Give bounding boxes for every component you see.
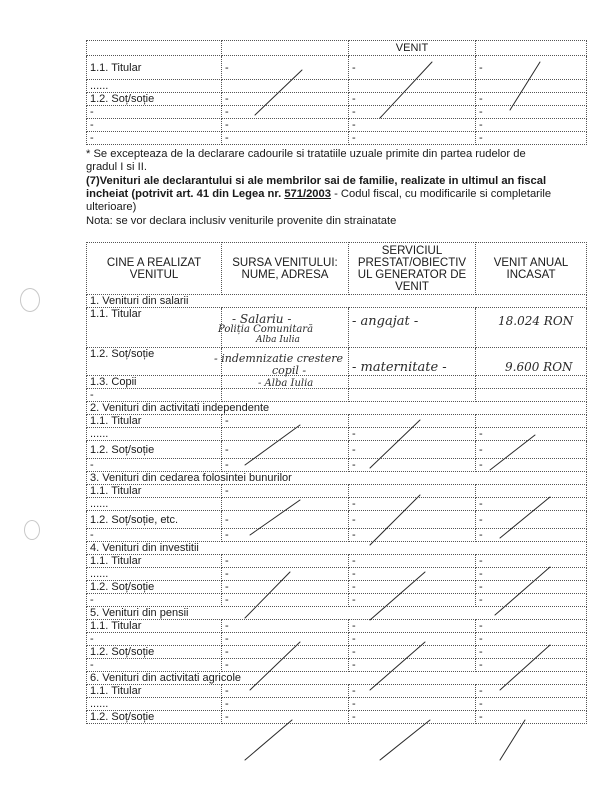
strike-slash: [495, 567, 550, 615]
column-header-who: CINE A REALIZAT VENITUL: [87, 243, 222, 295]
strike-slash: [380, 720, 430, 760]
strike-slash: [370, 642, 425, 690]
punch-hole-mark: [24, 520, 40, 540]
strike-slash: [245, 720, 292, 760]
strike-slash: [380, 62, 432, 118]
handwritten-service-maternity: - maternitate -: [352, 360, 447, 375]
strike-slash: [500, 720, 525, 760]
strike-slash: [245, 572, 290, 618]
strike-slash: [510, 62, 540, 110]
table-row: 1.1. Titular - - -: [87, 56, 587, 80]
handwritten-income-spouse: 9.600 RON: [505, 360, 573, 374]
column-header-annual-income: VENIT ANUAL INCASAT: [476, 243, 587, 295]
section-title: 1. Venituri din salarii: [87, 295, 587, 308]
strike-slash: [245, 425, 300, 465]
section-title: 4. Venituri din investitii: [87, 542, 587, 555]
handwritten-income-titular: 18.024 RON: [498, 314, 574, 328]
section-title: 3. Venituri din cedarea folosintei bunurilor: [87, 472, 587, 485]
note-section-7: (7)Venituri ale declarantului si ale membrilor sai de familie, realizate in ultimul an fiscal incheiat (potrivit art. 41 din Legea nr. 571/2003 - Codul fiscal, cu modificarile si completarile ulterioare): [86, 175, 552, 213]
column-header-source: SURSA VENITULUI: NUME, ADRESA: [222, 243, 349, 295]
law-number: 571/2003: [284, 188, 331, 200]
strike-slash: [255, 70, 302, 115]
note-foreign-income: Nota: se vor declara inclusiv veniturile provenite din strainatate: [86, 215, 397, 227]
section-title: 5. Venituri din pensii: [87, 607, 587, 620]
table-row: - - - -: [87, 106, 587, 119]
strike-slash: [490, 435, 535, 470]
handwritten-source-allowance: - indemnizatie crestere: [214, 352, 343, 365]
column-header-venit: VENIT: [349, 41, 476, 56]
punch-hole-mark: [20, 288, 40, 312]
strike-slash: [370, 572, 425, 620]
strike-slash: [500, 497, 550, 538]
strike-slash: [250, 642, 300, 690]
table-income-by-source: CINE A REALIZAT VENITUL SURSA VENITULUI: NUME, ADRESA SERVICIUL PRESTAT/OBIECTIV UL GENERATOR DE VENIT VENIT ANUAL INCASAT 1. Venituri din salarii 1.1. Titular 1.2. Soț/soție 1.3. Copii - 2. Venituri din activitati independente 1.1. Titular - ...... - - 1.2. Soț/soție - - - - - - - 3. Venituri din cedarea folosintei bunurilor 1.1. Titular - ...... - - 1.2. Soț/soție, etc. - - - - - - - 4. Venituri din investitii 1.1. Titular - - - ...... - - - 1.2. Soț/soție - - - - - - - 5. Venituri din pensii 1.1. Titular - - - - - - - 1.2. Soț/soție - - - - - - - 6. Venituri din activitati agricole 1.1. Titular - - - ...... - - - 1.2. Soț/soție - - -: [86, 242, 587, 724]
table-row: - - - -: [87, 132, 587, 145]
strike-slash: [370, 495, 420, 545]
note-gifts: * Se excepteaza de la declarare cadourile si tratatiile uzuale primite din partea rudelor de gradul I si II.: [86, 148, 526, 173]
table-row: ......: [87, 80, 587, 93]
table-row: - - - -: [87, 119, 587, 132]
handwritten-service-employed: - angajat -: [352, 314, 419, 329]
strike-slash: [500, 645, 550, 690]
section-title: 2. Venituri din activitati independente: [87, 402, 587, 415]
row-label: 1.1. Titular: [87, 56, 222, 80]
strike-slash: [250, 500, 300, 535]
handwritten-source-salary: - Salariu -: [232, 312, 292, 326]
handwritten-city-2: - Alba Iulia: [258, 378, 314, 389]
column-header-service: SERVICIUL PRESTAT/OBIECTIV UL GENERATOR DE VENIT: [349, 243, 476, 295]
section-title: 6. Venituri din activitati agricole: [87, 672, 587, 685]
handwritten-employer: Poliția Comunitară: [218, 324, 314, 335]
table-row: 1.2. Soț/soție - - -: [87, 93, 587, 106]
strike-slash: [370, 420, 420, 468]
handwritten-source-child: copil -: [272, 364, 307, 377]
handwritten-city: Alba Iulia: [256, 335, 300, 345]
